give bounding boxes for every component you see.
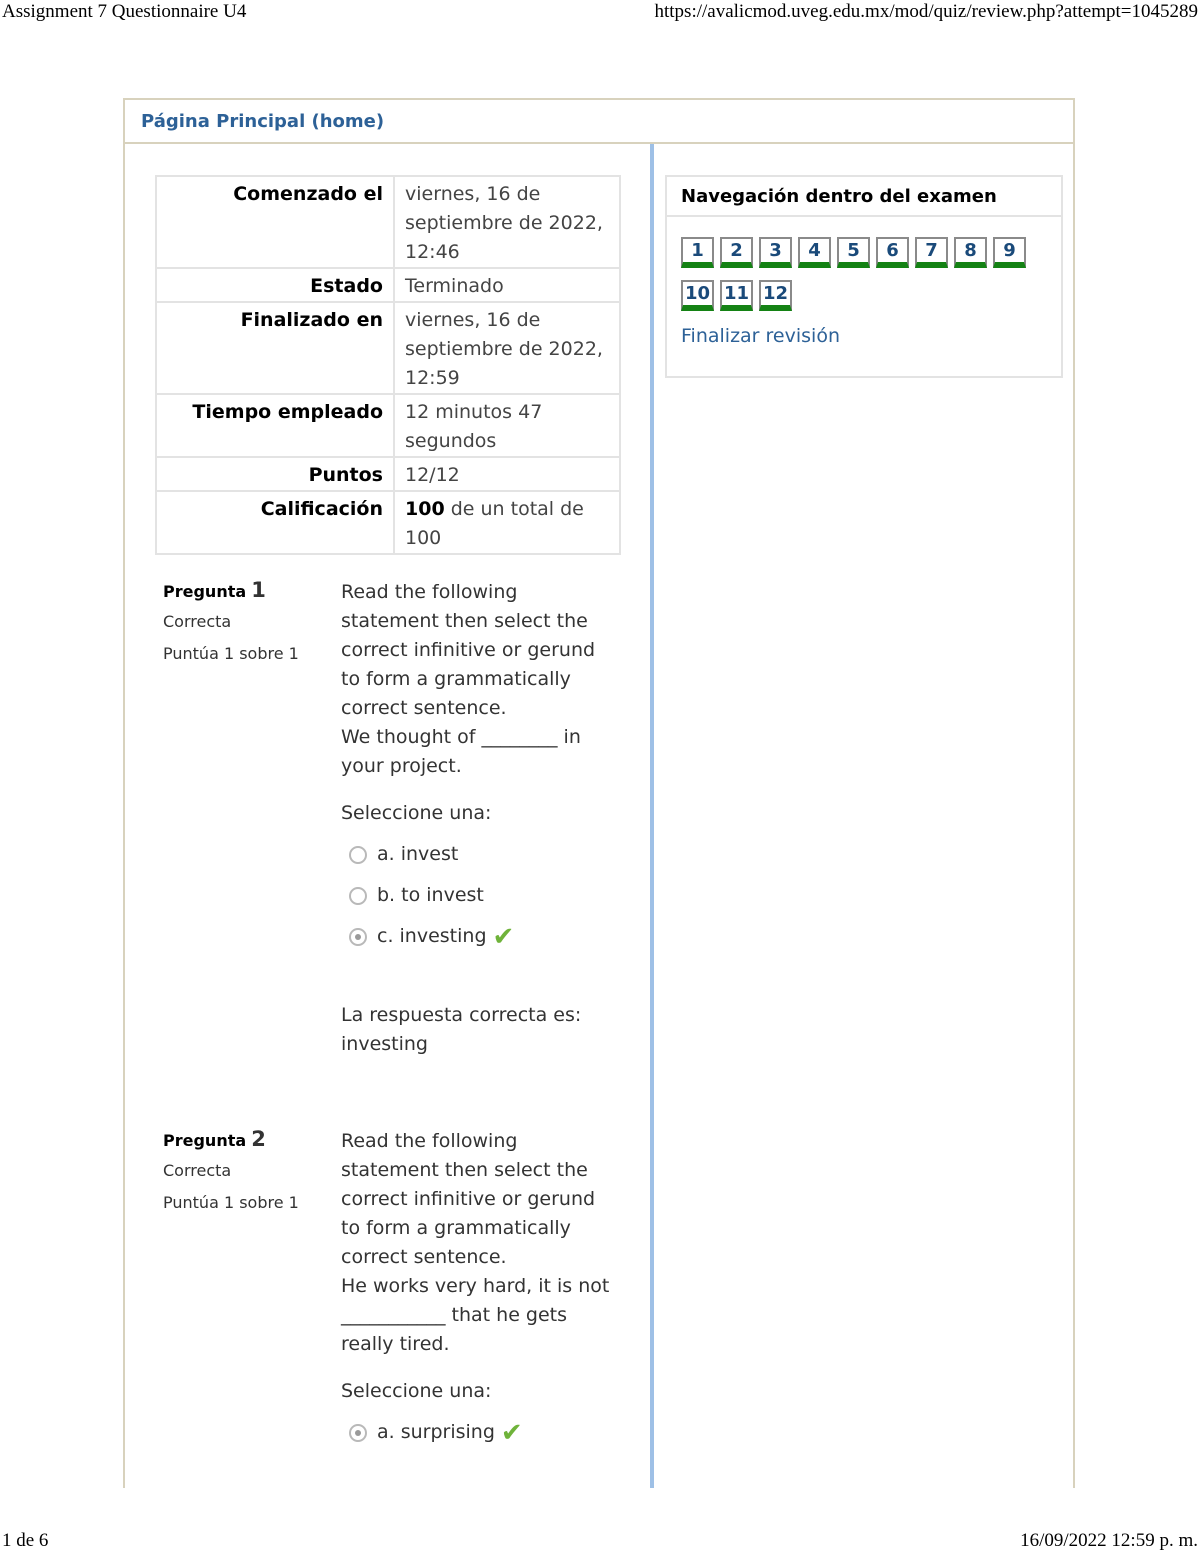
answer-option-label: b. to invest: [377, 884, 484, 906]
summary-label: Finalizado en: [156, 302, 394, 394]
print-datetime: 16/09/2022 12:59 p. m.: [1020, 1530, 1198, 1551]
table-row: [156, 302, 620, 394]
summary-label: Puntos: [156, 457, 394, 491]
question-grade: Puntúa 1 sobre 1: [163, 1193, 299, 1212]
radio-button[interactable]: [349, 846, 367, 864]
attempt-summary-table: [155, 175, 621, 555]
nav-button-question[interactable]: 2: [720, 237, 753, 268]
question-grade: Puntúa 1 sobre 1: [163, 644, 299, 663]
column-divider: [650, 144, 654, 1488]
question-nav-buttons: [681, 237, 1051, 323]
answer-options: [341, 1412, 616, 1453]
summary-value: viernes, 16 de septiembre de 2022, 12:46: [394, 176, 620, 268]
print-header: [0, 1, 1200, 27]
nav-button-question[interactable]: 10: [681, 280, 714, 311]
summary-label: Estado: [156, 268, 394, 302]
answer-option-label: a. surprising: [377, 1421, 495, 1443]
answer-option[interactable]: [341, 834, 616, 875]
finish-review-link[interactable]: Finalizar revisión: [681, 325, 840, 347]
question-state: Correcta: [163, 1161, 232, 1180]
answer-prompt: Seleccione una:: [341, 1380, 492, 1402]
question-label: Pregunta: [163, 1131, 247, 1150]
summary-label: Comenzado el: [156, 176, 394, 268]
radio-button[interactable]: [349, 887, 367, 905]
nav-button-question[interactable]: 6: [876, 237, 909, 268]
nav-button-question[interactable]: 8: [954, 237, 987, 268]
quiz-navigation-title: Navegación dentro del examen: [667, 177, 1061, 217]
summary-value: 12/12: [394, 457, 620, 491]
table-row: [156, 491, 620, 554]
answer-option-label: a. invest: [377, 843, 459, 865]
grade-bold: 100: [405, 498, 445, 520]
nav-button-question[interactable]: 1: [681, 237, 714, 268]
question-body: [341, 1127, 616, 1453]
nav-button-question[interactable]: 11: [720, 280, 753, 311]
radio-button-selected[interactable]: [349, 1424, 367, 1442]
answer-option[interactable]: [341, 1412, 616, 1453]
table-row: [156, 268, 620, 302]
question-body: [341, 578, 616, 1059]
grade-rest: de un total de 100: [405, 498, 584, 549]
answer-options: [341, 834, 616, 957]
table-row: [156, 176, 620, 268]
summary-value: [394, 491, 620, 554]
radio-button-selected[interactable]: [349, 928, 367, 946]
nav-button-question[interactable]: 4: [798, 237, 831, 268]
question-text: Read the following statement then select the correct infinitive or gerund to form a grammatically correct sentence.: [341, 1130, 596, 1268]
table-row: [156, 394, 620, 457]
question-label: Pregunta: [163, 582, 247, 601]
answer-prompt: Seleccione una:: [341, 802, 492, 824]
answer-option[interactable]: [341, 875, 616, 916]
page-frame: [123, 98, 1075, 1488]
summary-value: viernes, 16 de septiembre de 2022, 12:59: [394, 302, 620, 394]
correct-check-icon: ✔: [492, 921, 515, 952]
print-page-title: Assignment 7 Questionnaire U4: [2, 1, 247, 22]
quiz-navigation-block: [665, 175, 1063, 378]
summary-label: Tiempo empleado: [156, 394, 394, 457]
print-footer: [0, 1530, 1200, 1556]
question-info: [163, 1127, 333, 1212]
correct-answer-feedback: La respuesta correcta es: investing: [341, 1004, 582, 1055]
question-sentence: We thought of ________ in your project.: [341, 726, 581, 777]
question-sentence: He works very hard, it is not ___________ that he gets really tired.: [341, 1275, 610, 1355]
correct-check-icon: ✔: [500, 1417, 523, 1448]
question-state: Correcta: [163, 612, 232, 631]
summary-value: 12 minutos 47 segundos: [394, 394, 620, 457]
question-info: [163, 578, 333, 663]
question-text: Read the following statement then select the correct infinitive or gerund to form a grammatically correct sentence.: [341, 581, 596, 719]
nav-button-question[interactable]: 7: [915, 237, 948, 268]
question-number: 1: [251, 578, 266, 602]
breadcrumb: [125, 100, 1073, 144]
print-page-number: 1 de 6: [2, 1530, 49, 1551]
answer-option-label: c. investing: [377, 925, 487, 947]
breadcrumb-home-link[interactable]: Página Principal (home): [141, 111, 385, 132]
summary-label: Calificación: [156, 491, 394, 554]
nav-button-question[interactable]: 3: [759, 237, 792, 268]
nav-button-question[interactable]: 9: [993, 237, 1026, 268]
nav-button-question[interactable]: 12: [759, 280, 792, 311]
question-number: 2: [251, 1127, 266, 1151]
answer-option[interactable]: [341, 916, 616, 957]
print-page-url: https://avalicmod.uveg.edu.mx/mod/quiz/review.php?attempt=1045289: [654, 1, 1198, 22]
nav-button-question[interactable]: 5: [837, 237, 870, 268]
table-row: [156, 457, 620, 491]
summary-value: Terminado: [394, 268, 620, 302]
